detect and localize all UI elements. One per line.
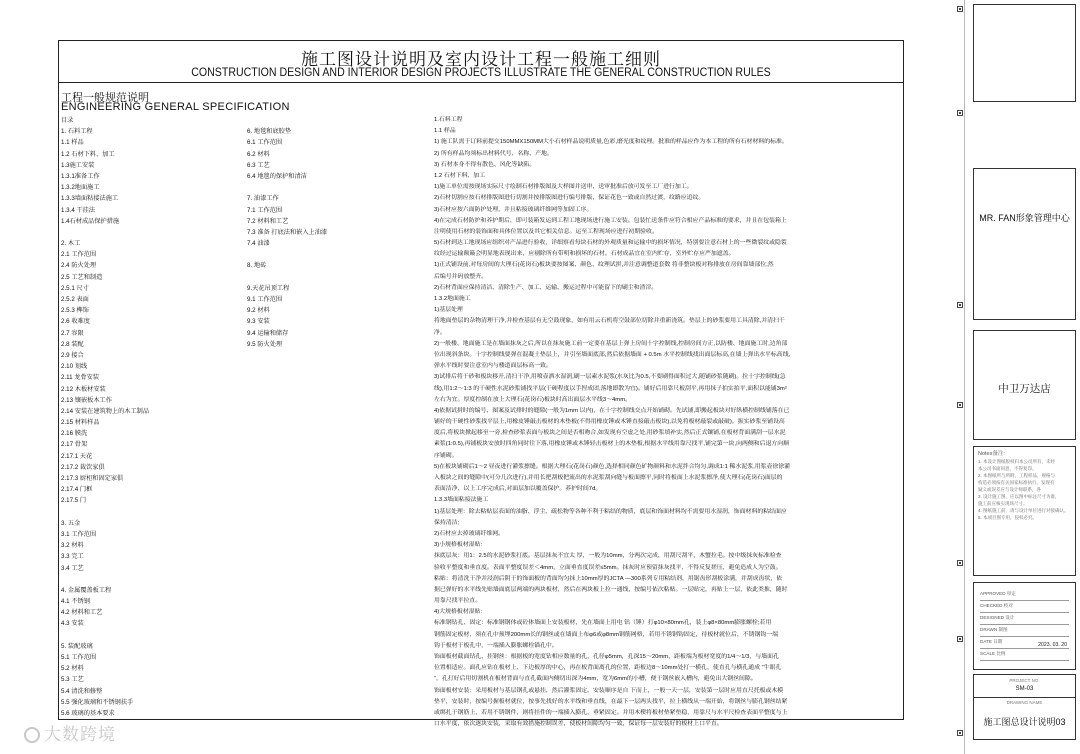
spec-line: 3)小规格板材湿贴: bbox=[434, 542, 483, 549]
frame-line bbox=[964, 0, 965, 754]
toc-item: 6.4 地毯的保护和清洁 bbox=[247, 172, 307, 180]
frame-marker-icon bbox=[957, 560, 963, 566]
note-line: 3. 设计施工图，应以图中标注尺寸为准， bbox=[978, 494, 1060, 499]
toc-item: 1.4石材成品保护措施 bbox=[61, 217, 120, 225]
toc-item: 3.3 完工 bbox=[61, 553, 84, 561]
note-line: 1. 本设计图纸版权归本公司所有，未经 bbox=[978, 459, 1056, 464]
toc-item: 1.3.3墙面粘接法施工 bbox=[61, 195, 119, 203]
spec-line: 入板块之间的缝隙中(可分几次进行),并用长把刮板把流出的水泥浆刮向缝与板面擦平,同时将板面上水泥浆擦净,使大理石(花岗石)面层的 bbox=[434, 475, 783, 481]
spec-line: 保持清洁; bbox=[434, 519, 460, 526]
table-of-contents-left bbox=[61, 115, 241, 719]
toc-item: 2.4 防火处理 bbox=[61, 262, 97, 270]
spec-line: 1.3.2地面施工 bbox=[434, 296, 471, 302]
spec-line: 将地面垫层的杂物清理干净,并检查基层有无空鼓现象，如有用云石机将空鼓部位切除并重新浇筑。垫层上的砂浆要用工具清除,并清扫干 bbox=[434, 318, 785, 325]
title-block-client bbox=[973, 168, 1076, 320]
title-block-logo-area bbox=[973, 4, 1076, 102]
spec-line: 3) 石材本身不得有散色、风化等缺陷。 bbox=[434, 161, 536, 168]
toc-item: 2.16 膜洗 bbox=[61, 430, 88, 438]
toc-item: 5.2 材料 bbox=[61, 665, 84, 673]
toc-item: 4.2 材料和工艺 bbox=[61, 609, 103, 617]
spec-line: 素浆(1:0.5),再铺板块安放时四角同时往下落,用橡皮锤或木锤轻击板材上的木垫板,根据水平线用靠尺找平,铺完第一块,向两侧和后退方向顺 bbox=[434, 441, 790, 448]
drawing-sheet bbox=[58, 40, 904, 728]
toc-item: 2.13 镶嵌板木工作 bbox=[61, 396, 112, 404]
spec-line: ”，孔打好后用切割机在板材背面与直孔截面内侧切出深为4mm，宽为6mm的小槽，便于钢丝嵌入槽内，避免出大钢丝间隙。 bbox=[434, 676, 757, 683]
toc-item: 9.天花吊顶工程 bbox=[247, 284, 290, 292]
approval-field bbox=[980, 603, 1069, 613]
title-block-notes bbox=[973, 446, 1076, 576]
spec-line: 1.3.3墙面粘接法施工 bbox=[434, 497, 489, 504]
section-heading-en: ENGINEERING GENERAL SPECIFICATION bbox=[61, 101, 290, 113]
spec-line: 注明使用石材的装饰面和具体位置以及其它相关信息。运至工程现场应进行初期验收。 bbox=[434, 228, 658, 235]
approval-field-label: APPROVED 审定 bbox=[980, 591, 1016, 596]
sheet-title-en: CONSTRUCTION DESIGN AND INTERIOR DESIGN PROJECTS ILLUSTRATE THE GENERAL CONSTRUCTION RULES bbox=[191, 67, 771, 79]
toc-item bbox=[61, 507, 241, 518]
approval-field bbox=[980, 615, 1069, 625]
title-divider bbox=[59, 82, 903, 83]
toc-item: 2.5.2 表面 bbox=[61, 296, 89, 303]
spec-line: 钢筋固定板材，须在孔中预埋200mm长的钢丝或在墙面上布φ6或φ8mm钢筋网格，若用不锈钢钩固定，待板材就位后，不锈钢钩一端 bbox=[434, 631, 779, 638]
approval-field bbox=[980, 639, 1069, 649]
sheet-number: SM-03 bbox=[1015, 686, 1034, 692]
toc-item: 9.3 安装 bbox=[247, 318, 270, 326]
toc-item: 1.2 石材下料、加工 bbox=[61, 150, 115, 158]
toc-item: 1.1 样品 bbox=[61, 139, 84, 147]
toc-item: 1.3.2地面施工 bbox=[61, 184, 100, 192]
spec-line: 验收平整度和垂直度。表面平整度误差＜4mm，立面垂直度误差≤5mm。抹灰时应预留抹灰找平，不得反复搓压，避免造成人为空鼓。 bbox=[434, 564, 782, 571]
toc-item: 3.1 工作范围 bbox=[61, 530, 97, 538]
toc-item: 2.9 接合 bbox=[61, 351, 84, 359]
spec-line: 2)石材应去掉玻璃纤维网。 bbox=[434, 530, 505, 537]
spec-line: 5)在板块铺砌后1～2 昼夜进行灌浆擦缝。根据大理石(花岗石)颜色,选择相同颜色矿物颜料和水泥拌合均匀,调成1:1 稀水泥浆,用浆壶徐徐灌 bbox=[434, 463, 791, 470]
toc-item: 2.17.3 厨柜和固定家俱 bbox=[61, 475, 124, 482]
frame-marker-icon bbox=[957, 302, 963, 308]
toc-item: 7. 油漆工作 bbox=[247, 195, 279, 203]
note-line: 4. 图纸施工前，请与设计单位进行对接确认。 bbox=[978, 508, 1069, 513]
spec-line: 1.1 样品 bbox=[434, 128, 456, 135]
toc-item: 1.3施工安装 bbox=[61, 161, 95, 169]
toc-item: 4.3 安装 bbox=[61, 620, 84, 628]
toc-item: 2.10 划线 bbox=[61, 363, 88, 371]
spec-line: 1)施工单位需按现场实际尺寸绘制石材排版图及大样图并送审，送审批准后放可发至工厂进行加工。 bbox=[434, 184, 693, 191]
toc-item: 7.3 准备 打底法和嵌入上油漆 bbox=[247, 228, 328, 236]
spec-line: 据已弹好的水平线先贴墙面底层两端的两块板材，然后在两块板上拉一通线，按编号依次粘贴。一层贴完，再贴上一层，依此类推，随时 bbox=[434, 586, 788, 593]
toc-item: 1. 石料工程 bbox=[61, 128, 93, 136]
approval-field bbox=[980, 627, 1069, 637]
approval-field-label: DESIGNED 设计 bbox=[980, 615, 1015, 620]
approval-field bbox=[980, 651, 1069, 661]
project-no-label: PROJECT NO. bbox=[1009, 678, 1040, 683]
watermark-logo-icon bbox=[24, 727, 40, 743]
spec-line: 纹经过运输颠簸会明显地表现出来，应剔除所有带明和损坏的石材。石材成品宜在室内贮存，室外贮存应严加遮盖。 bbox=[434, 251, 735, 258]
toc-item: 2.5.3 榫饰 bbox=[61, 307, 89, 315]
toc-item: 6.3 工艺 bbox=[247, 161, 270, 169]
spec-line: 1) 施工队需于订料前提交150MMX150MM大小石材样品说明质量,色彩,磨光度和纹理。批准的样品应作为本工程的所有石材材料的标准。 bbox=[434, 139, 788, 146]
toc-item: 2.17.5 门 bbox=[61, 497, 87, 505]
frame-marker-icon bbox=[957, 402, 963, 408]
toc-item: 2.6 收难度 bbox=[61, 318, 90, 326]
spec-line: 饰面板材安装：采用板材与基层钢孔或悬挂，然后灌浆固定。安装顺序是自 下而上，一般一天一层，安装第一层时应用直尺托板或木模 bbox=[434, 687, 784, 694]
spec-line: 序铺砌。 bbox=[434, 452, 458, 459]
note-line: 构造必须按有关国家标准执行。发现有 bbox=[978, 480, 1055, 485]
drawing-name: 施工图总设计说明03 bbox=[983, 717, 1066, 727]
spec-line: 粘贴：将清洗干净并浸润后阴干的饰面板的背面均匀抹上10mm厚的JCTA —300系列专用粘结剂，用锯齿形刮板涂满，并刮成齿状，依 bbox=[434, 575, 783, 582]
toc-item: 2.5 工艺和制造 bbox=[61, 273, 103, 281]
toc-item: 5.3 工艺 bbox=[61, 676, 84, 684]
approval-field-label: DRAWN 制图 bbox=[980, 627, 1008, 632]
toc-item: 2.5.1 尺寸 bbox=[61, 284, 89, 292]
toc-item: 3.2 材料 bbox=[61, 542, 84, 550]
toc-item: 2.17.1 天花 bbox=[61, 452, 93, 460]
toc-item: 5.1 工作范围 bbox=[61, 654, 97, 661]
note-line: 2. 本图纸所与所附、工程样品，规格与 bbox=[978, 473, 1056, 478]
frame-marker-icon bbox=[957, 6, 963, 12]
spec-line: 2) 所有样品均须标出材料代号、名称、产地。 bbox=[434, 150, 553, 157]
toc-item: 2.17.4 门框 bbox=[61, 486, 93, 494]
notes-text bbox=[978, 451, 1071, 521]
toc-item: 2.7 容限 bbox=[61, 329, 84, 337]
toc-item: 9.5 防火处理 bbox=[247, 340, 283, 348]
toc-item: 2.12 木板材安装 bbox=[61, 385, 106, 393]
toc-item: 4. 金属覆盖板工程 bbox=[61, 586, 112, 594]
toc-item bbox=[61, 574, 241, 585]
spec-line: 抹底层灰：用1：2.5的水泥砂浆打底。基层抹灰不宜太 厚，一般为10mm，分两次完成，用刮尺刮平，木蟹拉毛。按中级抹灰标准检查 bbox=[434, 553, 782, 560]
toc-item: 7.2 材料和工艺 bbox=[247, 217, 289, 225]
spec-line: 后编号并码放整齐。 bbox=[434, 273, 488, 280]
toc-item bbox=[247, 182, 427, 193]
toc-item bbox=[61, 227, 241, 238]
toc-item: 5.6 玻璃的基本要求 bbox=[61, 709, 115, 717]
spec-line: 铺好的干硬性砂浆找平层上,用橡皮锤敲击板材的木垫板(不得用橡皮锤或木锤直接敲击板块),以免将板材敲裂或敲破)。振实砂浆至铺设高 bbox=[434, 419, 785, 426]
title-block-approvals bbox=[973, 582, 1076, 670]
toc-item: 2. 木工 bbox=[61, 240, 81, 248]
sheet-title-cn: 施工图设计说明及室内设计工程一般施工细则 bbox=[301, 50, 661, 69]
spec-line: 度后,将板块掀起移至一旁,检查砂浆表面与板块之间是否相吻合,如发现有空虚之处,用砂浆填补实,然后正式镶铺,在板材背面满刮一层水泥 bbox=[434, 430, 786, 437]
toc-item: 目录 bbox=[61, 117, 74, 124]
watermark-text: 大数跨境 bbox=[44, 725, 116, 745]
watermark bbox=[24, 720, 116, 745]
toc-item: 9.1 工作范围 bbox=[247, 296, 283, 303]
spec-line: 标准钢钻孔、固定：标准钢钢体或砼体墙面上安装板材，先在墙面上用电 钻（锤）打φ10×80mm孔，装上φ8×80mm膨胀螺栓;若用 bbox=[434, 620, 772, 627]
spec-line: 口水平度，依次逐块安装，采取有效措施控制误差，使板材间隙均匀一致，保证每一层安装好的板材上口平直。 bbox=[434, 721, 723, 728]
toc-item: 8. 地砖 bbox=[247, 262, 267, 270]
toc-item: 7.4 油漆 bbox=[247, 240, 270, 248]
spec-line: 左右为宜。厚度控制在放上大理石(花岗石)板块时高出面层水平线3～4mm。 bbox=[434, 396, 632, 403]
spec-line: 净。 bbox=[434, 329, 446, 336]
toc-item: 9.4 运输和储存 bbox=[247, 329, 289, 337]
frame-marker-icon bbox=[957, 636, 963, 642]
toc-item: 6.1 工作范围 bbox=[247, 139, 283, 147]
toc-item: 1.3.4 干挂法 bbox=[61, 206, 96, 214]
toc-item: 5.5 强化玻璃和不锈钢扶手 bbox=[61, 698, 134, 706]
toc-item bbox=[247, 272, 427, 283]
spec-line: 1.2 石材下料、加工 bbox=[434, 172, 486, 179]
spec-line: 1)正式铺设前,对每房间的大理石(花岗石)板块要按图案、颜色、纹理试拼,并注意调整道套数 将非整块板对称排放在房间靠墙部位,然 bbox=[434, 262, 774, 269]
spec-line: 1)基层处理：除去粘贴层表面的油脂、浮尘、疏松物等各种不利于粘结的物质，底层和饰面材料均不需要用水湿润，饰面材料的粘结面应 bbox=[434, 508, 787, 515]
spec-line: 4)大规格板材湿贴: bbox=[434, 609, 483, 616]
spec-line: 1.石料工程 bbox=[434, 117, 463, 123]
note-line: 施工前应核实现场尺寸。 bbox=[978, 501, 1028, 506]
drawing-name-label: DRAWING NAME bbox=[1006, 700, 1043, 705]
frame-marker-icon bbox=[957, 110, 963, 116]
spec-line: 位出现斜条块。十字控制线要弹在混凝土垫层上，并引至墙面底部,然后依据墙面 + 0.5m 水平控制线找出面层标高,在墙上弹出水平标高线, bbox=[434, 351, 791, 358]
spec-line: 用靠尺找平拉直。 bbox=[434, 598, 482, 605]
spec-line: 垫平，安装时，按编号握板材就位，按事先找好的水平线和垂直线，在最下一层两头找平，拉上横线从一端开始，将钢丝与膨孔钢丝结紧 bbox=[434, 698, 788, 705]
approval-field-value: 2023. 03. 20 bbox=[1038, 641, 1067, 648]
toc-item: 6. 地毯和底胶垫 bbox=[247, 128, 292, 136]
toc-item: 5. 装配玻璃 bbox=[61, 642, 93, 650]
spec-line: 4)依据试拼时的编号、图案及试排时的缝隙(一般为1mm 以内)，在十字控制线交点开始铺砌。先试铺,即搬起板块对好纵横控制线铺落在已 bbox=[434, 407, 790, 414]
toc-item: 2.1 工作范围 bbox=[61, 251, 97, 259]
toc-item: 5.4 清洗和修整 bbox=[61, 687, 103, 695]
toc-item: 7.1 工作范围 bbox=[247, 206, 283, 214]
toc-item: 3.4 工艺 bbox=[61, 564, 84, 572]
frame-marker-icon bbox=[957, 730, 963, 736]
approval-field-label: DATE 日期 bbox=[980, 639, 1003, 644]
note-line: 疑义或误差应与设计师联系，各 bbox=[978, 487, 1041, 492]
section-heading-cn: 工程一般规范说明 bbox=[61, 92, 149, 104]
toc-item: 3. 五金 bbox=[61, 519, 81, 527]
toc-item: 9.2 材料 bbox=[247, 307, 270, 315]
spec-line: 饰面板材截面钻孔、挂钢丝：根据板的宽度钻相应数量的孔，孔径φ5mm，孔深15～20mm，距板端为板材宽度的1/4～1/3，与墙面孔 bbox=[434, 654, 779, 660]
approval-field bbox=[980, 591, 1069, 601]
title-block-drawing bbox=[973, 674, 1076, 740]
toc-item bbox=[61, 630, 241, 641]
spec-line: 钩于板材干板孔中，一端插入膨胀螺栓锚孔中。 bbox=[434, 642, 558, 649]
spec-line: 2)石材背面应保持清洁、清除生产、加工、运输、搬运过程中可能留下的刷尘和渣滓。 bbox=[434, 284, 658, 291]
spec-line: 线),用1:2～1:3 的干硬性水泥砂浆铺找平层(干硬程度以手捏成团,落地即散为宜)。铺好后用靠尺板刮平,再用抹子拍实拍平,面积以能铺3m² bbox=[434, 385, 787, 392]
spec-line: 弹水平线时要注意室内与楼道面层标高一致。 bbox=[434, 363, 552, 370]
spec-line: 2)一般楼、地面施工是在墙面抹灰之后,所以在抹灰施工前一定要在基层上弹上房间十字控制线,控制房间方正,以防楼、地面施工时,边角部 bbox=[434, 340, 788, 347]
toc-item bbox=[247, 115, 427, 126]
specification-text bbox=[434, 115, 900, 730]
project-name: 中卫万达店 bbox=[998, 383, 1051, 395]
spec-line: 2)石材切割应按石材排版图进行切割并按排版图进行编号排版，保证花色一致或自然过渡，纹路应追纹。 bbox=[434, 195, 705, 202]
spec-line: 1)基层处理 bbox=[434, 307, 463, 314]
approval-field-label: SCALE 比例 bbox=[980, 651, 1006, 656]
toc-item: 1.3.1准备工作 bbox=[61, 172, 100, 180]
toc-item: 2.11 龙骨安装 bbox=[61, 374, 100, 382]
note-line: 5. 本项目图专用，侵权必究。 bbox=[978, 515, 1038, 520]
client-name: MR. FAN形象管理中心 bbox=[979, 213, 1070, 223]
table-of-contents-right bbox=[247, 115, 427, 350]
toc-item: 2.17 骨架 bbox=[61, 441, 88, 449]
spec-line: 3)石材应按六面防护处理，并且粘接玻璃纤维网等加固工序。 bbox=[434, 206, 593, 213]
spec-line: 或绑扎于钢筋上，若用不锈钢件，则将挂件的一端插入膨孔，垂紧固定。并用木楔将板材垫紧垫稳，用靠尺与水平尺检查表面平整度与上 bbox=[434, 709, 788, 716]
toc-item: 2.15 材料样品 bbox=[61, 419, 100, 427]
spec-line: 4)在完成石材防护和养护期后，即可装箱发运到工程工地现场进行施工安装。包装忙送条件应符合相应产品标准的要求，并且在包装箱上 bbox=[434, 217, 787, 224]
spec-line: 表面洁净、以上工序完成后,对面层加以覆盖保护。养护时间7d。 bbox=[434, 486, 602, 493]
toc-item: 2.17.2 裁饮家俱 bbox=[61, 463, 105, 471]
toc-item: 2.8 装配 bbox=[61, 340, 84, 348]
title-block-project bbox=[973, 330, 1076, 440]
spec-line: 5)石材到达工地现场应组织对产品进行验收，详细察看每块石材的外观质量和运输中的损坏情况，特别要注意石材上的一些微裂纹或隐裂 bbox=[434, 240, 787, 247]
toc-item: 6.2 材料 bbox=[247, 150, 270, 158]
notes-label: Notes备注: bbox=[978, 451, 1005, 457]
toc-item: 4.1 不锈钢 bbox=[61, 598, 90, 606]
spec-line: 3)试排后将干砂和板块移开,清扫干净,用喷壶洒水湿润,刷一层素水泥浆(水灰比为0.5,不要刷得面积过大,随铺砂浆随刷)。拉十字控制线(急 bbox=[434, 374, 786, 381]
toc-item bbox=[247, 249, 427, 260]
toc-item: 2.14 安装在建筑物上的木工制品 bbox=[61, 407, 150, 415]
approval-field-label: CHECKED 校对 bbox=[980, 603, 1013, 608]
note-line: 本公司书面同意，不得复印。 bbox=[978, 466, 1037, 471]
spec-line: 位置相适应。面孔应钻在板材上、下边板厚的中心，再在板背面离孔的位置，距板边8～10mm处打一横孔，使直孔与横孔通成 “牛眼孔 bbox=[434, 665, 782, 672]
